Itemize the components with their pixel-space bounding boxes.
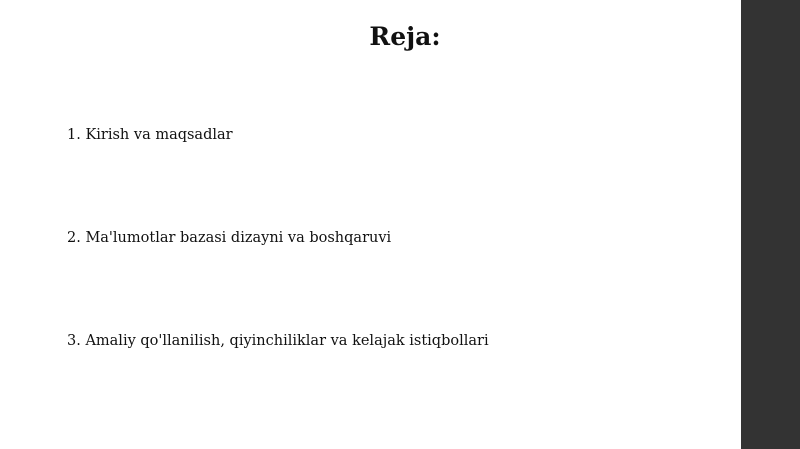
plan-item-2: 2. Ma'lumotlar bazasi dizayni va boshqaruvi — [67, 230, 392, 246]
slide-title: Reja: — [369, 22, 441, 51]
side-panel — [741, 0, 800, 449]
plan-item-1: 1. Kirish va maqsadlar — [67, 127, 233, 143]
plan-item-3: 3. Amaliy qo'llanilish, qiyinchiliklar va kelajak istiqbollari — [67, 333, 489, 349]
